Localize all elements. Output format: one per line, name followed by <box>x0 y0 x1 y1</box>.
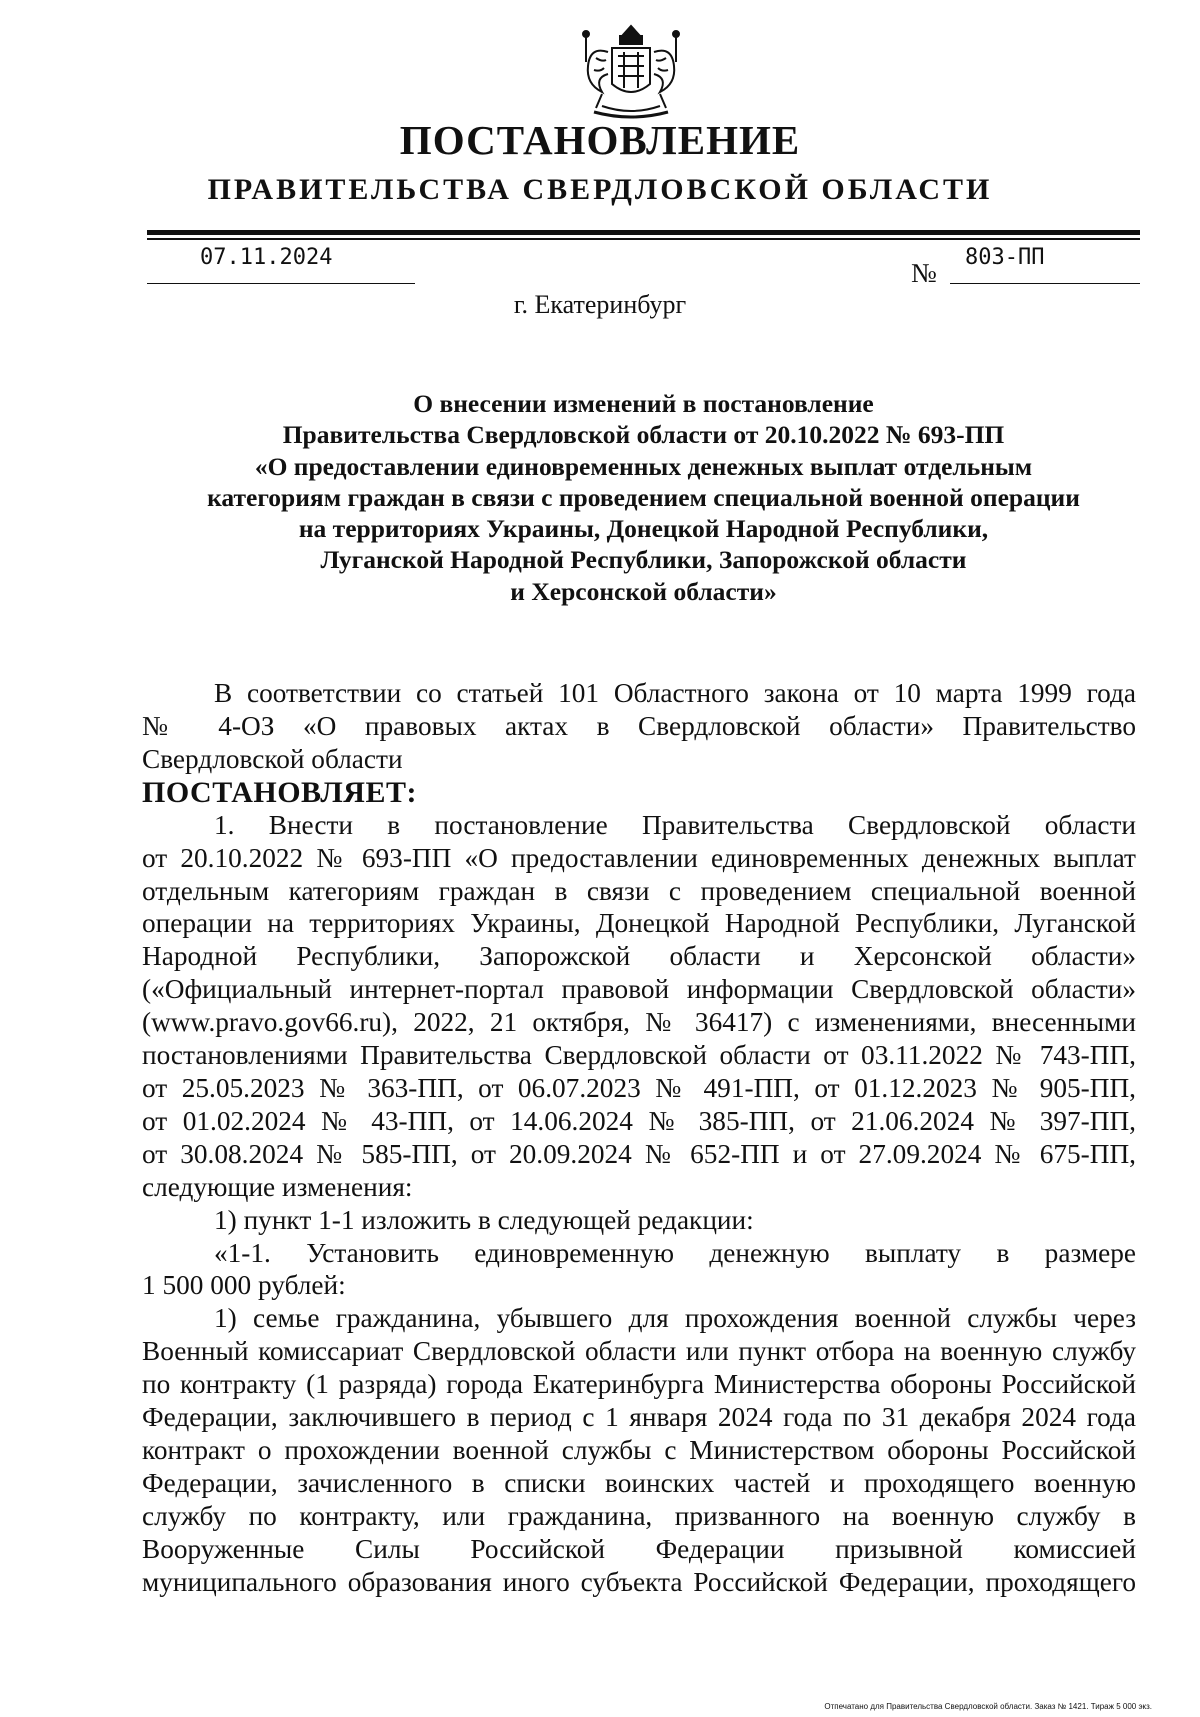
subject-line: О внесении изменений в постановление <box>413 389 874 418</box>
document-body <box>142 677 1136 1598</box>
quote-line: 1 500 000 рублей: <box>142 1270 346 1301</box>
city-of-issue: г. Екатеринбург <box>513 290 687 319</box>
print-footer: Отпечатано для Правительства Свердловской области. Заказ № 1421. Тираж 5 000 экз. <box>824 1702 1152 1711</box>
subject-line: и Херсонской области» <box>510 576 777 606</box>
clause-line: муниципального образования иного субъекта Российской Федерации, проходящего <box>142 1566 1136 1597</box>
subject-line: на территориях Украины, Донецкой Народной Республики, <box>298 514 989 544</box>
clause-line: Вооруженные Силы Российской Федерации призывной комиссией <box>142 1533 1136 1564</box>
item1-line: 1. Внести в постановление Правительства Свердловской области <box>214 809 1136 840</box>
clause-line: контракт о прохождении военной службы с Министерством обороны Российской <box>142 1434 1136 1465</box>
item1-line: от 01.02.2024 № 43-ПП, от 14.06.2024 № 385-ПП, от 21.06.2024 № 397-ПП, <box>142 1105 1136 1136</box>
preamble-line: В соответствии со статьей 101 Областного закона от 10 марта 1999 года <box>214 678 1136 708</box>
subject-line: Луганской Народной Республики, Запорожской области <box>320 545 967 575</box>
number-underline <box>950 283 1140 284</box>
document-subject <box>147 388 1140 607</box>
clause-line: Военный комиссариат Свердловской области или пункт отбора на военную службу <box>142 1336 1136 1367</box>
coat-of-arms-emblem <box>572 22 690 126</box>
number-sign: № <box>911 258 937 288</box>
item1-line: отдельным категориям граждан в связи с проведением специальной военной <box>142 875 1136 906</box>
item1-line: («Официальный интернет-портал правовой информации Свердловской области» <box>142 974 1136 1005</box>
clause-line: службу по контракту, или гражданина, призванного на военную службу в <box>142 1500 1136 1531</box>
preamble-line: № 4-ОЗ «О правовых актах в Свердловской области» Правительство <box>142 710 1136 741</box>
subject-line: Правительства Свердловской области от 20.10.2022 № 693-ПП <box>282 420 1005 450</box>
item1-line: Народной Республики, Запорожской области и Херсонской области» <box>142 941 1136 972</box>
clause-line: Федерации, заключившего в период с 1 января 2024 года по 31 декабря 2024 года <box>142 1402 1136 1433</box>
item1-line: операции на территориях Украины, Донецкой Народной Республики, Луганской <box>142 908 1136 939</box>
clause-line: Федерации, зачисленного в списки воинских частей и проходящего военную <box>142 1467 1136 1498</box>
document-number: 803-ПП <box>965 245 1045 270</box>
header-rule-thick <box>147 230 1140 235</box>
item1-line: от 30.08.2024 № 585-ПП, от 20.09.2024 № 652-ПП и от 27.09.2024 № 675-ПП, <box>142 1138 1136 1169</box>
preamble-line: Свердловской области <box>142 743 403 774</box>
document-title: ПОСТАНОВЛЕНИЕ <box>399 117 801 163</box>
resolves-heading: ПОСТАНОВЛЯЕТ: <box>142 775 417 809</box>
date-underline <box>147 283 415 284</box>
document-issuer: ПРАВИТЕЛЬСТВА СВЕРДЛОВСКОЙ ОБЛАСТИ <box>207 173 993 206</box>
item1-line: постановлениями Правительства Свердловской области от 03.11.2022 № 743-ПП, <box>142 1040 1136 1071</box>
clause-line: по контракту (1 разряда) города Екатеринбурга Министерства обороны Российской <box>142 1369 1136 1400</box>
document-date: 07.11.2024 <box>200 245 333 270</box>
subject-line: «О предоставлении единовременных денежных выплат отдельным <box>254 451 1033 481</box>
clause-line: 1) семье гражданина, убывшего для прохождения военной службы через <box>214 1303 1136 1334</box>
quote-line: «1-1. Установить единовременную денежную выплату в размере <box>214 1237 1136 1268</box>
item1-line: следующие изменения: <box>142 1171 413 1202</box>
sub-item-line: 1) пункт 1-1 изложить в следующей редакции: <box>214 1204 754 1235</box>
header-rule-thin <box>147 238 1140 240</box>
item1-line: (www.pravo.gov66.ru), 2022, 21 октября, № 36417) с изменениями, внесенными <box>142 1007 1136 1038</box>
item1-line: от 25.05.2023 № 363-ПП, от 06.07.2023 № 491-ПП, от 01.12.2023 № 905-ПП, <box>142 1072 1136 1103</box>
subject-line: категориям граждан в связи с проведением специальной военной операции <box>207 482 1080 512</box>
item1-line: от 20.10.2022 № 693-ПП «О предоставлении единовременных денежных выплат <box>142 842 1136 873</box>
